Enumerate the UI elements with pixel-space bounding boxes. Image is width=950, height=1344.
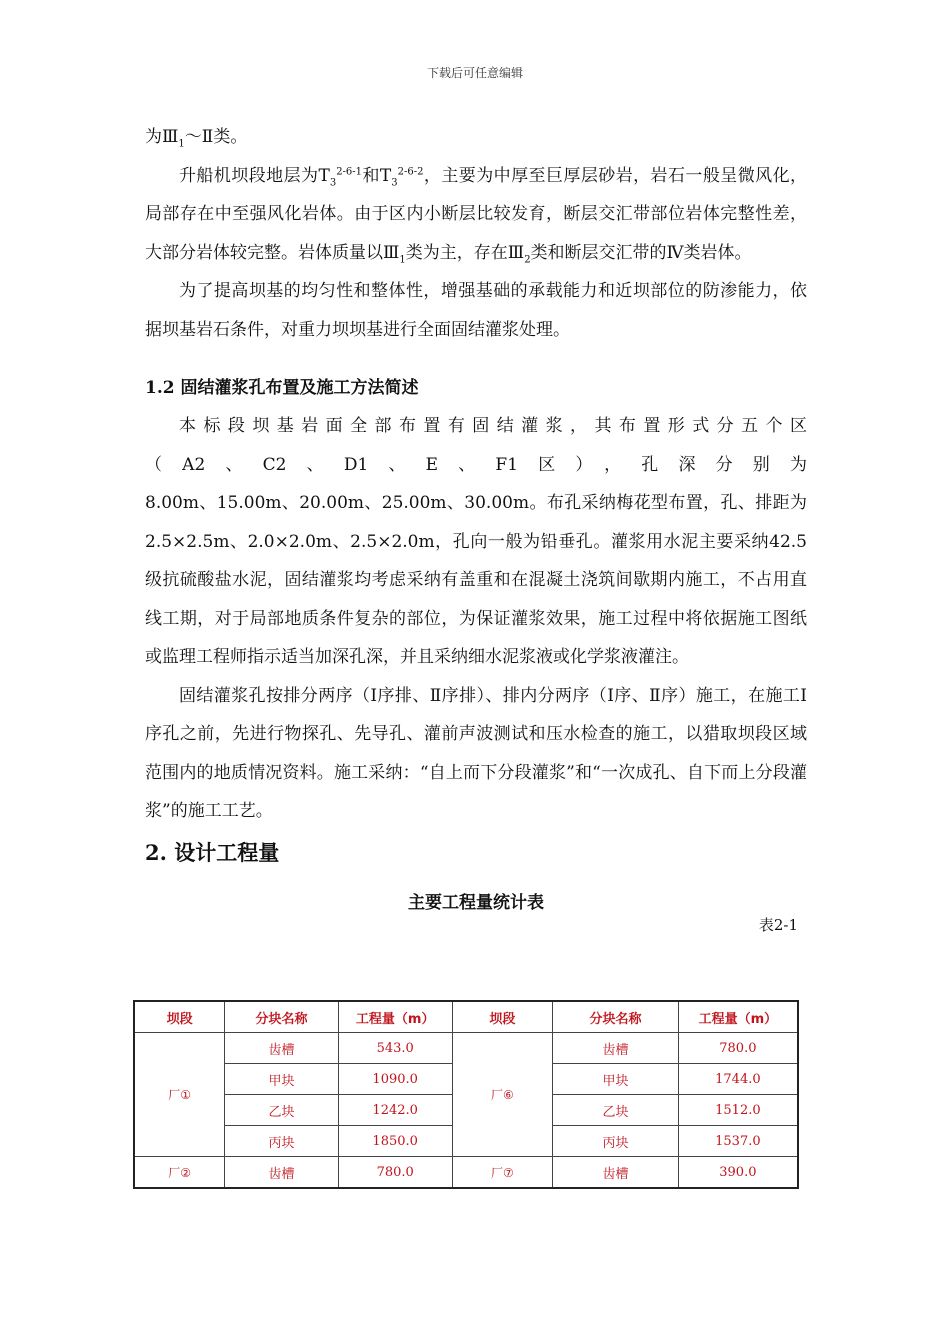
- table-title: 主要工程量统计表: [408, 892, 544, 913]
- block-cell: 乙块: [553, 1095, 679, 1126]
- quantity-table: [133, 1000, 799, 1189]
- table-row: [134, 1157, 798, 1189]
- quantity-cell: 1850.0: [338, 1126, 452, 1157]
- page-header: 下载后可任意编辑: [426, 66, 523, 80]
- block-cell: 乙块: [225, 1095, 339, 1126]
- paragraph-purpose: 为了提高坝基的均匀性和整体性，增强基础的承载能力和近坝部位的防渗能力，依据坝基岩石条件，对重力坝坝基进行全面固结灌浆处理。: [145, 281, 807, 340]
- section-cell: 厂⑦: [452, 1157, 553, 1189]
- quantity-cell: 1512.0: [678, 1095, 798, 1126]
- block-cell: 甲块: [553, 1064, 679, 1095]
- block-cell: 齿槽: [553, 1033, 679, 1064]
- section-cell: 厂①: [134, 1033, 225, 1157]
- block-cell: 丙块: [553, 1126, 679, 1157]
- header-block: 分块名称: [553, 1001, 679, 1033]
- header-quantity: 工程量（m）: [678, 1001, 798, 1033]
- document-body: [145, 118, 807, 935]
- quantity-cell: 390.0: [678, 1157, 798, 1189]
- section-cell: 厂⑥: [452, 1033, 553, 1157]
- header-section: 坝段: [452, 1001, 553, 1033]
- table-number: 表2-1: [758, 915, 798, 934]
- section-heading-1-2: 1.2 固结灌浆孔布置及施工方法简述: [145, 378, 419, 398]
- quantity-cell: 543.0: [338, 1033, 452, 1064]
- quantity-cell: 1090.0: [338, 1064, 452, 1095]
- section-heading-2: 2. 设计工程量: [145, 839, 280, 865]
- block-cell: 丙块: [225, 1126, 339, 1157]
- paragraph-continuation: 为$Ⅲ_1\sim Ⅱ$类。: [145, 127, 248, 150]
- paragraph-sequence: 固结灌浆孔按排分两序（Ⅰ序排、Ⅱ序排）、排内分两序（Ⅰ序、Ⅱ序）施工，在施工Ⅰ序孔之前，先进行物探孔、先导孔、灌前声波测试和压水检查的施工，以猎取坝段区域范围内的地质情况资料。施工采纳：“自上而下分段灌浆”和“一次成孔、自下而上分段灌浆”的施工工艺。: [145, 685, 807, 821]
- section-cell: 厂②: [134, 1157, 225, 1189]
- quantity-cell: 780.0: [338, 1157, 452, 1189]
- paragraph-layout-line1: 本标段坝基岩面全部布置有固结灌浆，其布置形式分五个区: [179, 416, 807, 436]
- paragraph-layout-rest: 8.00m、15.00m、20.00m、25.00m、30.00m。布孔采纳梅花型布置，孔、排距为2.5×2.5m、2.0×2.0m、2.5×2.0m，孔向一般为铅垂孔。灌浆用水泥主要采纳42.5级抗硫酸盐水泥，固结灌浆均考虑采纳有盖重和在混凝土浇筑间歇期内施工，不占用直线工期，对于局部地质条件复杂的部位，为保证灌浆效果，施工过程中将依据施工图纸或监理工程师指示适当加深孔深，并且采纳细水泥浆液或化学浆液灌注。: [145, 493, 807, 667]
- header-section: 坝段: [134, 1001, 225, 1033]
- header-block: 分块名称: [225, 1001, 339, 1033]
- block-cell: 齿槽: [553, 1157, 679, 1189]
- paragraph-layout-line2: （A2、C2、D1、E、F1区），孔深分别为: [145, 454, 807, 475]
- table-row: [134, 1033, 798, 1064]
- quantity-cell: 1744.0: [678, 1064, 798, 1095]
- quantity-cell: 1242.0: [338, 1095, 452, 1126]
- paragraph-geology: 升船机坝段地层为$T_3^{2-6-1}$和$T_3^{2-6-2}$，主要为中厚至巨厚层砂岩，岩石一般呈微风化，局部存在中至强风化岩体。由于区内小断层比较发育，断层交汇带部位岩体完整性差，大部分岩体较完整。岩体质量以$Ⅲ_1$类为主，存在$Ⅲ_2$类和断层交汇带的Ⅳ类岩体。: [145, 165, 808, 265]
- block-cell: 齿槽: [225, 1033, 339, 1064]
- quantity-cell: 780.0: [678, 1033, 798, 1064]
- block-cell: 齿槽: [225, 1157, 339, 1189]
- block-cell: 甲块: [225, 1064, 339, 1095]
- quantity-cell: 1537.0: [678, 1126, 798, 1157]
- header-quantity: 工程量（m）: [338, 1001, 452, 1033]
- table-header-row: [134, 1001, 798, 1033]
